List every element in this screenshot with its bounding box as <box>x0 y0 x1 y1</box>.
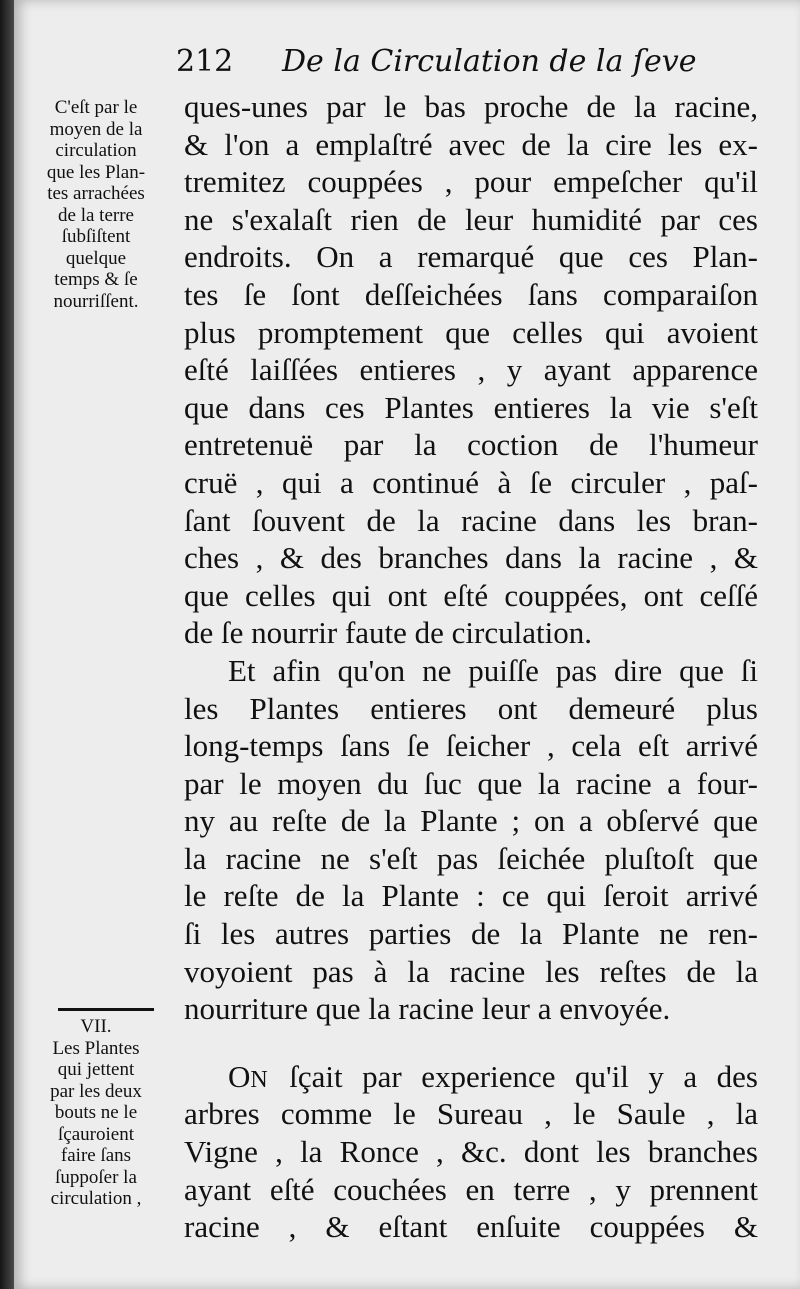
section-divider-rule <box>58 1008 154 1011</box>
small-caps-letter: N <box>250 1066 270 1093</box>
section-gap <box>184 1028 758 1058</box>
text-line: ayant eſté couchées en terre , y prennent <box>184 1171 758 1207</box>
running-title: De la Circulation de la ſeve <box>282 44 697 79</box>
text-line: long-temps ſans ſe ſeicher , cela eſt arrivé <box>184 728 758 764</box>
page-number: 212 <box>176 44 234 79</box>
text-line: eſté laiſſées entieres , y ayant apparence <box>184 352 758 388</box>
page-gutter-shadow <box>0 0 14 1289</box>
page-header <box>170 44 770 84</box>
text-line: entretenuë par la coction de l'humeur <box>184 427 758 463</box>
text-line: nourriture que la racine leur a envoyée. <box>184 991 671 1027</box>
margin-note-line: qui jettent <box>57 1059 135 1080</box>
margin-note-1 <box>26 97 166 312</box>
text-line: tes ſe ſont deſſeichées ſans comparaiſon <box>184 276 758 312</box>
text-line: arbres comme le Sureau , le Saule , la <box>184 1096 758 1132</box>
section-number: VII. <box>80 1016 112 1037</box>
text-line: tremitez couppées , pour empeſcher qu'il <box>184 164 758 200</box>
text-line: ne s'exalaſt rien de leur humidité par ces <box>184 201 758 237</box>
margin-note-line: ſubſiſtent <box>61 226 131 247</box>
text-line-opening <box>184 1058 758 1096</box>
text-line: Et afin qu'on ne puiſſe pas dire que ſi <box>228 652 758 688</box>
text-line: la racine ne s'eſt pas ſeichée pluſtoſt que <box>184 840 758 876</box>
margin-note-line: par les deux <box>50 1080 142 1102</box>
margin-note-line: circulation , <box>50 1188 142 1209</box>
text-line: Vigne , la Ronce , &c. dont les branches <box>184 1134 758 1170</box>
margin-note-line: circulation <box>55 140 137 161</box>
text-line: le reſte de la Plante : ce qui ſeroit arrivé <box>184 878 758 914</box>
text-line: ſant ſouvent de la racine dans les bran- <box>184 502 758 538</box>
margin-note-line: nourriſſent. <box>53 290 139 312</box>
text-line: ques-unes par le bas proche de la racine, <box>184 89 758 124</box>
margin-note-line: de la terre <box>58 204 134 226</box>
margin-note-line: bouts ne le <box>54 1102 138 1123</box>
margin-note-line: ſçauroient <box>58 1123 134 1145</box>
margin-note-line: que les Plan- <box>46 161 146 183</box>
text-line: cruë , qui a continué à ſe circuler , paſ- <box>184 464 758 500</box>
text-line: racine , & eſtant enſuite couppées & <box>184 1209 758 1245</box>
paragraph-1 <box>184 88 758 652</box>
text-line: plus promptement que celles qui avoient <box>184 314 758 350</box>
text-line: que celles qui ont eſté couppées, ont ceſſé <box>184 577 758 613</box>
drop-letter: O <box>228 1058 251 1094</box>
margin-note-line: faire ſans <box>60 1145 132 1166</box>
text-line: endroits. On a remarqué que ces Plan- <box>184 239 758 275</box>
paragraph-2 <box>184 652 758 1028</box>
margin-note-line: moyen de la <box>49 118 143 140</box>
paragraph-3 <box>184 1058 758 1246</box>
margin-note-line: ſuppoſer la <box>55 1166 137 1188</box>
main-text <box>184 88 758 1246</box>
margin-note-line: temps & ſe <box>54 269 138 290</box>
text-line: ches , & des branches dans la racine , & <box>184 540 758 576</box>
text-line: les Plantes entieres ont demeuré plus <box>184 690 758 726</box>
text-line: & l'on a emplaſtré avec de la cire les ex- <box>184 126 758 162</box>
text-line: ſi les autres parties de la Plante ne ren- <box>184 916 758 952</box>
text-line: par le moyen du ſuc que la racine a four- <box>184 765 758 801</box>
margin-note-line: C'eſt par le <box>54 97 138 118</box>
text-line: ny au reſte de la Plante ; on a obſervé que <box>184 803 758 839</box>
margin-note-line: Les Plantes <box>52 1037 140 1059</box>
text-line: de ſe nourrir faute de circulation. <box>184 615 592 651</box>
text-line: que dans ces Plantes entieres la vie s'eſt <box>184 389 758 425</box>
margin-note-line: tes arrachées <box>47 183 145 204</box>
margin-note-line: quelque <box>65 247 127 269</box>
text-line: voyoient pas à la racine les reſtes de la <box>184 953 758 989</box>
margin-note-2 <box>26 1016 166 1210</box>
opening-line-rest: ſçait par experience qu'il y a des <box>269 1058 758 1094</box>
